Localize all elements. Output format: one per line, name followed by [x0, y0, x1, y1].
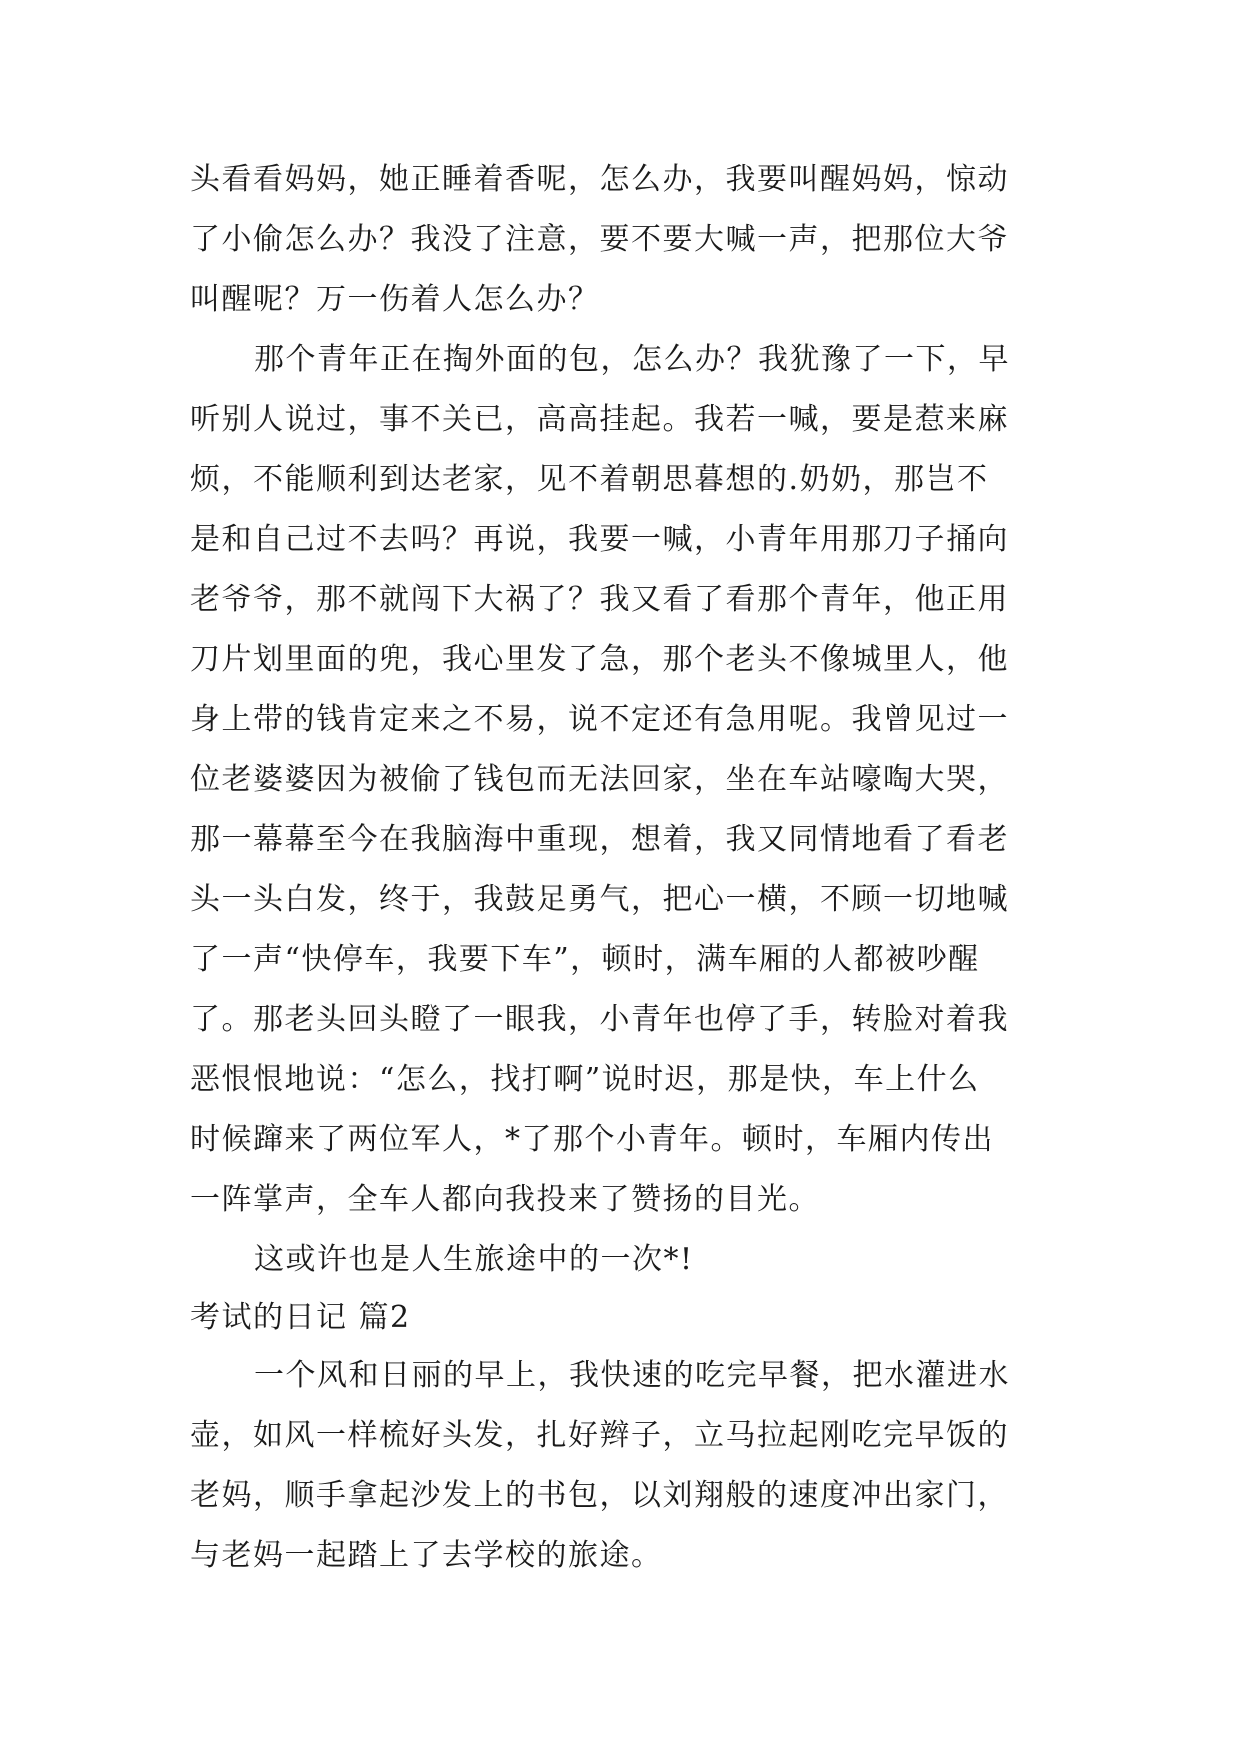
text-line: 了小偷怎么办？我没了注意，要不要大喊一声，把那位大爷 — [190, 222, 1009, 257]
paragraph — [190, 1230, 1060, 1290]
text-line: 身上带的钱肯定来之不易，说不定还有急用呢。我曾见过一 — [190, 702, 1009, 737]
text-line: 位老婆婆因为被偷了钱包而无法回家，坐在车站嚎啕大哭， — [190, 762, 1009, 797]
text-line: 恶恨恨地说：“怎么，找打啊”说时迟，那是快，车上什么 — [190, 1062, 980, 1097]
paragraph — [190, 1346, 1060, 1586]
text-line: 头一头白发，终于，我鼓足勇气，把心一横，不顾一切地喊 — [190, 882, 1009, 917]
text-line: 头看看妈妈，她正睡着香呢，怎么办，我要叫醒妈妈，惊动 — [190, 162, 1009, 197]
text-line: 那一幕幕至今在我脑海中重现，想着，我又同情地看了看老 — [190, 822, 1009, 857]
paragraph — [190, 330, 1060, 1230]
text-line: 一阵掌声，全车人都向我投来了赞扬的目光。 — [190, 1182, 820, 1217]
text-line: 是和自己过不去吗？再说，我要一喊，小青年用那刀子捅向 — [190, 522, 1009, 557]
text-line: 了。那老头回头瞪了一眼我，小青年也停了手，转脸对着我 — [190, 1002, 1009, 1037]
text-line: 与老妈一起踏上了去学校的旅途。 — [190, 1538, 663, 1573]
text-line: 了一声“快停车，我要下车”，顿时，满车厢的人都被吵醒 — [190, 942, 980, 977]
text-line: 壶，如风一样梳好头发，扎好辫子，立马拉起刚吃完早饭的 — [190, 1418, 1009, 1453]
text-line: 一个风和日丽的早上，我快速的吃完早餐，把水灌进水 — [254, 1358, 1010, 1393]
text-line: 老妈，顺手拿起沙发上的书包，以刘翔般的速度冲出家门， — [190, 1478, 1009, 1513]
paragraph — [190, 150, 1060, 330]
text-line: 时候蹿来了两位军人，*了那个小青年。顿时，车厢内传出 — [190, 1122, 994, 1157]
text-line: 那个青年正在掏外面的包，怎么办？我犹豫了一下，早 — [254, 342, 1010, 377]
text-line: 叫醒呢？万一伤着人怎么办？ — [190, 282, 600, 317]
text-line: 刀片划里面的兜，我心里发了急，那个老头不像城里人，他 — [190, 642, 1009, 677]
section-heading: 考试的日记 篇2 — [190, 1300, 411, 1335]
text-line: 这或许也是人生旅途中的一次*! — [254, 1242, 694, 1277]
text-line: 烦，不能顺利到达老家，见不着朝思暮想的.奶奶，那岂不 — [190, 462, 989, 497]
text-line: 听别人说过，事不关已，高高挂起。我若一喊，要是惹来麻 — [190, 402, 1009, 437]
document-body — [190, 150, 1060, 1586]
text-line: 老爷爷，那不就闯下大祸了？我又看了看那个青年，他正用 — [190, 582, 1009, 617]
